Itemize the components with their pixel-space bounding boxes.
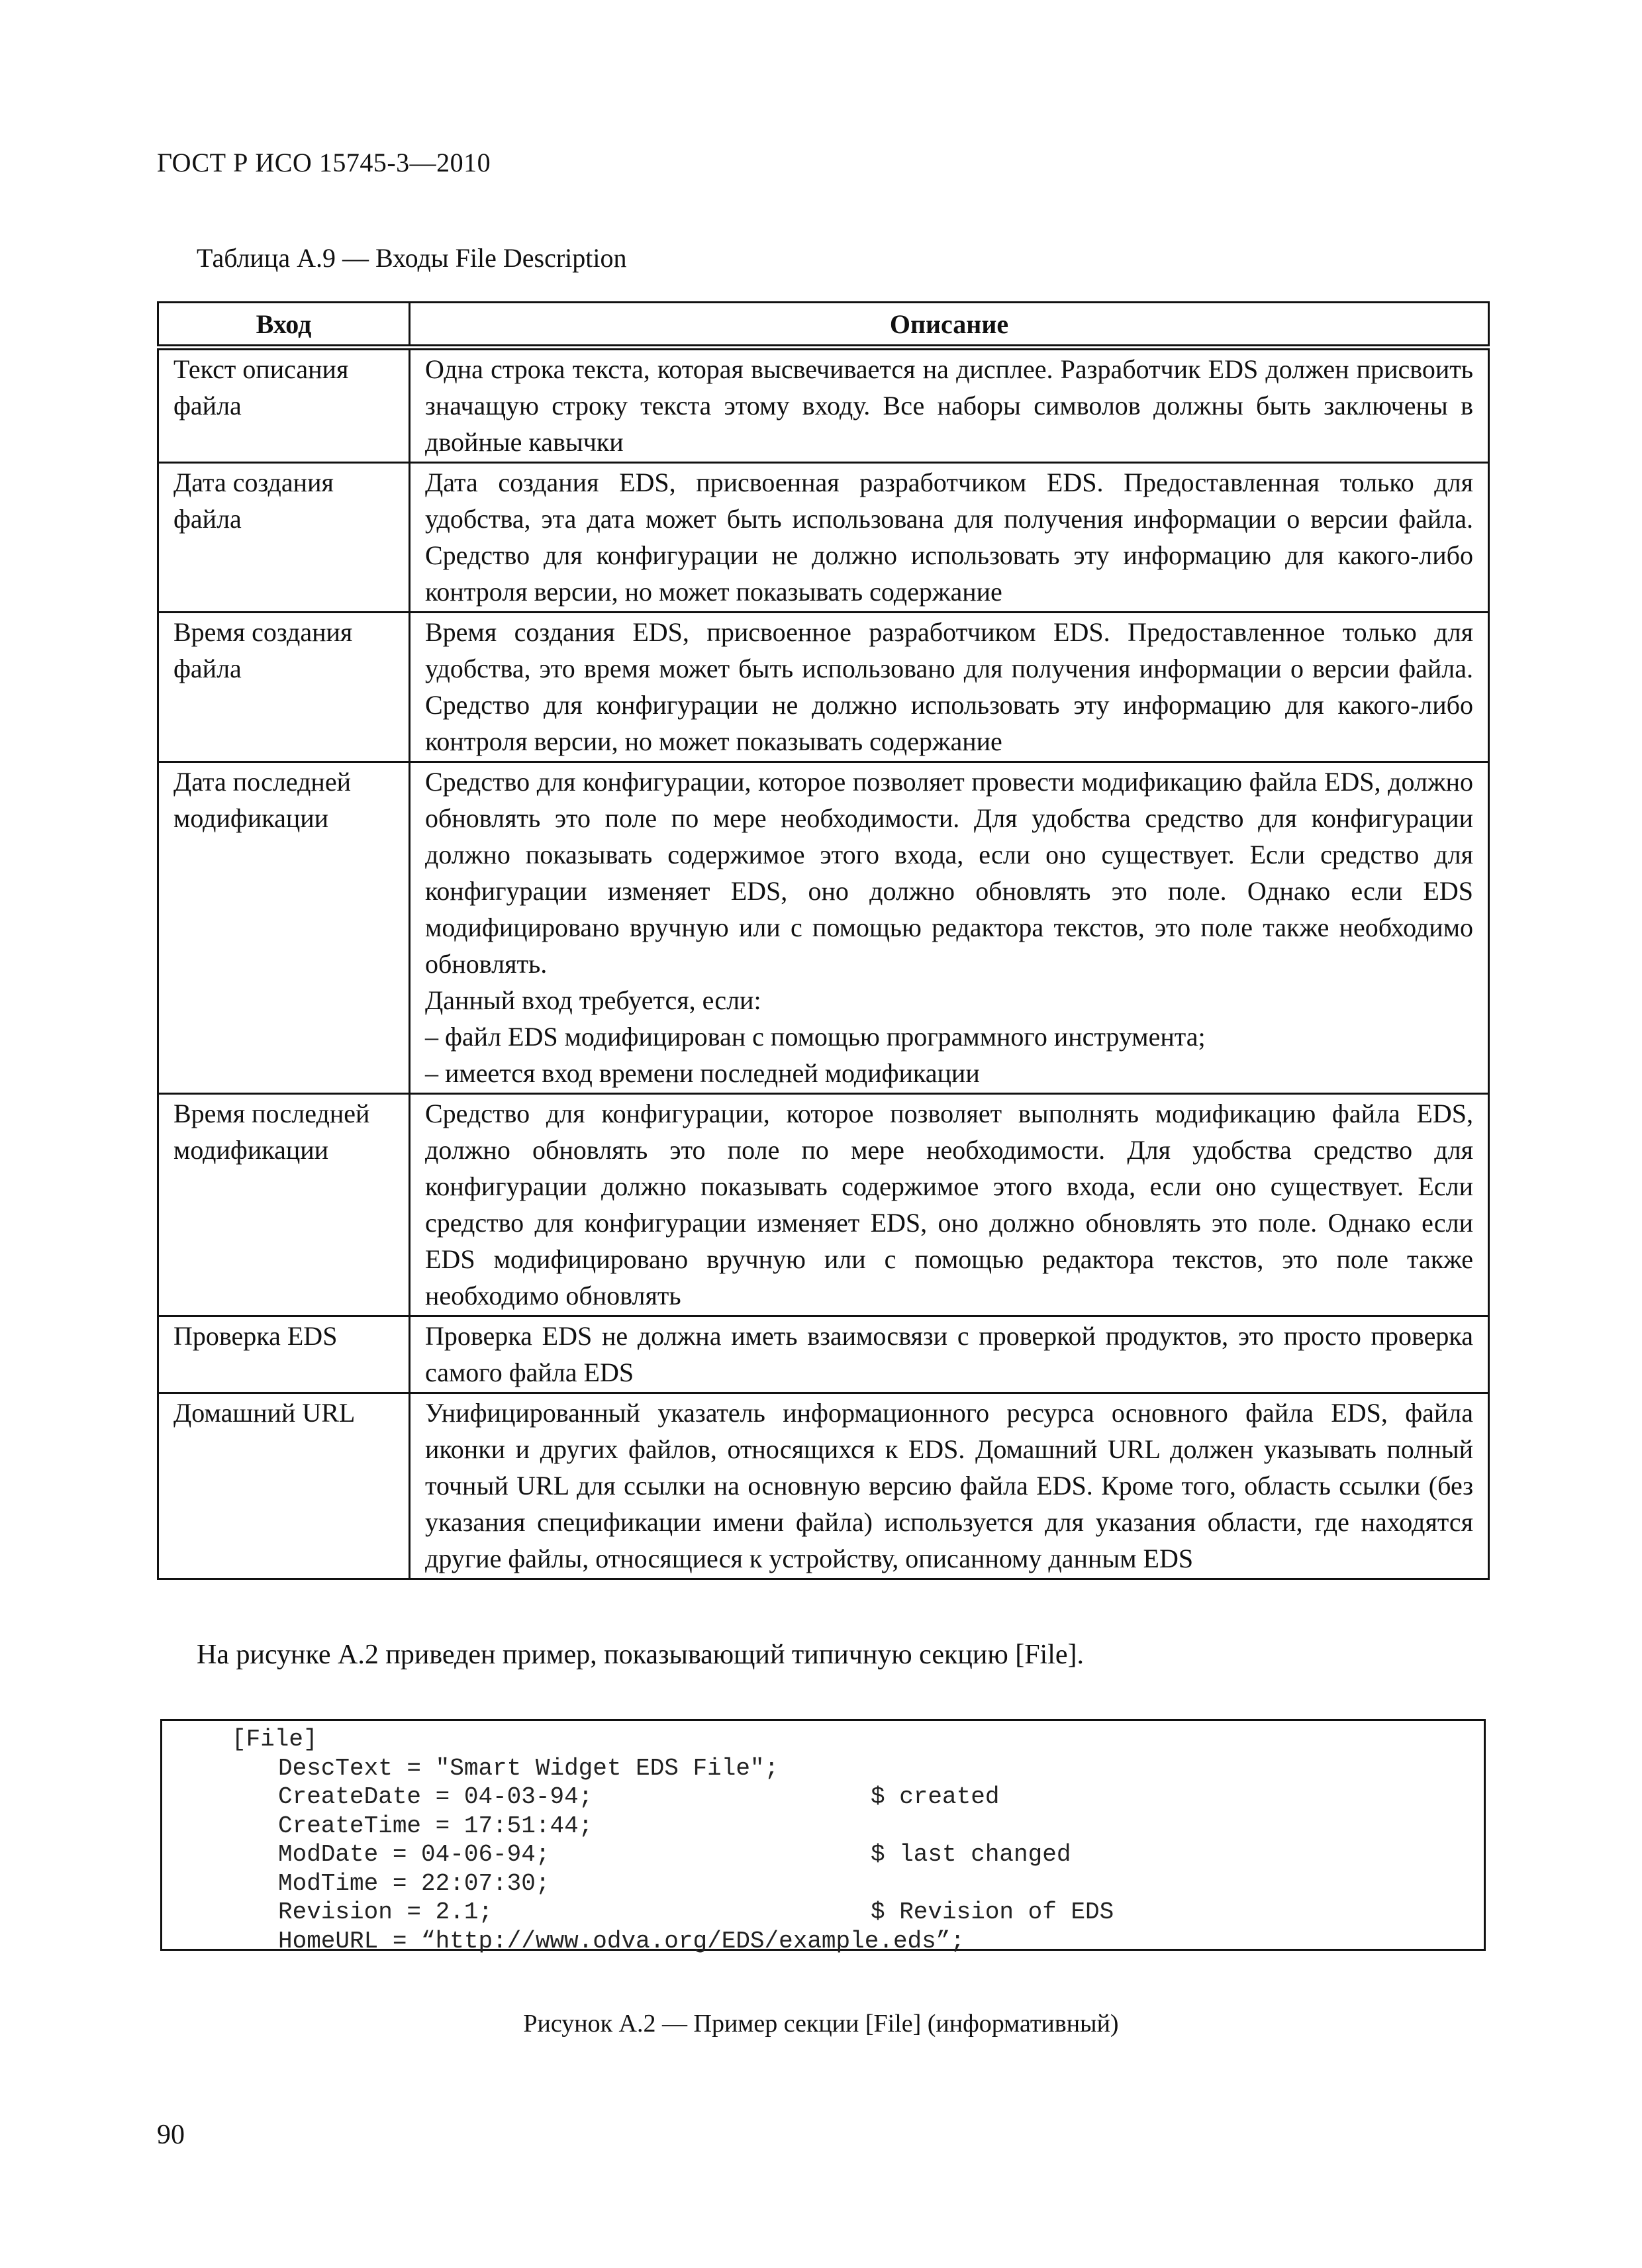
code-comment: $ Revision of EDS: [871, 1898, 1114, 1926]
description-paragraph: Средство для конфигурации, которое позволяет провести модификацию файла EDS, должно обновлять это поле по мере необходимости. Для удобства средство для конфигурации должно показывать содержимое этого входа, если оно существует. Если средство для конфигурации изменяет EDS, оно должно обновлять это поле. Однако если EDS модифицировано вручную или с помощью редактора текстов, это поле также необходимо обновлять.: [425, 767, 1473, 979]
file-description-table-container: [157, 301, 1488, 1580]
table-header-row: [158, 303, 1489, 348]
description-paragraph: – файл EDS модифицирован с помощью программного инструмента;: [425, 1022, 1206, 1052]
description-paragraph: – имеется вход времени последней модификации: [425, 1058, 980, 1088]
description-paragraph: Дата создания EDS, присвоенная разработчиком EDS. Предоставленная только для удобства, эта дата может быть использована для получения информации о версии файла. Средство для конфигурации не должно использовать эту информацию для какого-либо контроля версии, но может показывать содержание: [425, 468, 1473, 607]
cell-description: [410, 613, 1489, 762]
code-line: [278, 1783, 1000, 1812]
table-row: [158, 762, 1489, 1094]
cell-entry: Проверка EDS: [158, 1316, 410, 1393]
figure-intro-text: На рисунке А.2 приведен пример, показывающий типичную секцию [File].: [197, 1640, 1085, 1670]
code-line: [278, 1812, 593, 1841]
cell-entry: Текст описания файла: [158, 348, 410, 463]
description-paragraph: Одна строка текста, которая высвечивается на дисплее. Разработчик EDS должен присвоить значащую строку текста этому входу. Все наборы символов должны быть заключены в двойные кавычки: [425, 354, 1473, 457]
cell-description: [410, 762, 1489, 1094]
code-statement: CreateDate = 04-03-94;: [278, 1783, 593, 1810]
file-description-table: [157, 301, 1490, 1580]
code-statement: DescText = "Smart Widget EDS File";: [278, 1754, 779, 1782]
description-paragraph: Проверка EDS не должна иметь взаимосвязи с проверкой продуктов, это просто проверка самого файла EDS: [425, 1321, 1473, 1387]
table-row: [158, 1316, 1489, 1393]
code-statement: ModDate = 04-06-94;: [278, 1841, 550, 1868]
cell-entry: Домашний URL: [158, 1393, 410, 1579]
description-paragraph: Данный вход требуется, если:: [425, 985, 761, 1015]
cell-description: [410, 1316, 1489, 1393]
cell-description: [410, 348, 1489, 463]
code-statement: HomeURL = “http://www.odva.org/EDS/example.eds”;: [278, 1927, 965, 1955]
code-line: [278, 1898, 1114, 1927]
figure-caption: Рисунок А.2 — Пример секции [File] (информативный): [523, 2010, 1119, 2038]
document-header: ГОСТ Р ИСО 15745-3—2010: [157, 148, 491, 177]
table-caption: Таблица А.9 — Входы File Description: [197, 243, 627, 273]
cell-description: [410, 463, 1489, 613]
description-paragraph: Унифицированный указатель информационного ресурса основного файла EDS, файла иконки и других файлов, относящихся к EDS. Домашний URL должен указывать полный точный URL для ссылки на основную версию файла EDS. Кроме того, область ссылки (без указания спецификации имени файла) используется для указания области, где находятся другие файлы, относящиеся к устройству, описанному данным EDS: [425, 1398, 1473, 1573]
code-statement: CreateTime = 17:51:44;: [278, 1812, 593, 1840]
table-row: [158, 1094, 1489, 1316]
table-row: [158, 348, 1489, 463]
cell-entry: Дата последней модификации: [158, 762, 410, 1094]
code-listing: [160, 1719, 1486, 1955]
table-row: [158, 613, 1489, 762]
table-row: [158, 1393, 1489, 1579]
code-line: [278, 1927, 965, 1956]
cell-description: [410, 1393, 1489, 1579]
code-comment: $ last changed: [871, 1841, 1071, 1868]
page-number: 90: [157, 2120, 185, 2150]
code-statement: ModTime = 22:07:30;: [278, 1869, 550, 1897]
cell-description: [410, 1094, 1489, 1316]
column-header-description: Описание: [410, 303, 1489, 348]
table-row: [158, 463, 1489, 613]
cell-entry: Дата создания файла: [158, 463, 410, 613]
code-statement: [File]: [232, 1726, 318, 1753]
description-paragraph: Средство для конфигурации, которое позволяет выполнять модификацию файла EDS, должно обновлять это поле по мере необходимости. Для удобства средство для конфигурации должно показывать содержимое этого входа, если оно существует. Если средство для конфигурации изменяет EDS, оно должно обновлять это поле. Однако если EDS модифицировано вручную или с помощью редактора текстов, это поле также необходимо обновлять: [425, 1099, 1473, 1310]
code-line: [278, 1840, 1071, 1869]
code-comment: $ created: [871, 1783, 1000, 1810]
column-header-entry: Вход: [158, 303, 410, 348]
table-body: [158, 348, 1489, 1579]
code-statement: Revision = 2.1;: [278, 1898, 493, 1926]
cell-entry: Время последней модификации: [158, 1094, 410, 1316]
code-line: [278, 1754, 779, 1783]
code-line: [278, 1869, 550, 1898]
code-line: [232, 1725, 318, 1754]
description-paragraph: Время создания EDS, присвоенное разработчиком EDS. Предоставленное только для удобства, это время может быть использовано для получения информации о версии файла. Средство для конфигурации не должно использовать эту информацию для какого-либо контроля версии, но может показывать содержание: [425, 617, 1473, 756]
cell-entry: Время создания файла: [158, 613, 410, 762]
